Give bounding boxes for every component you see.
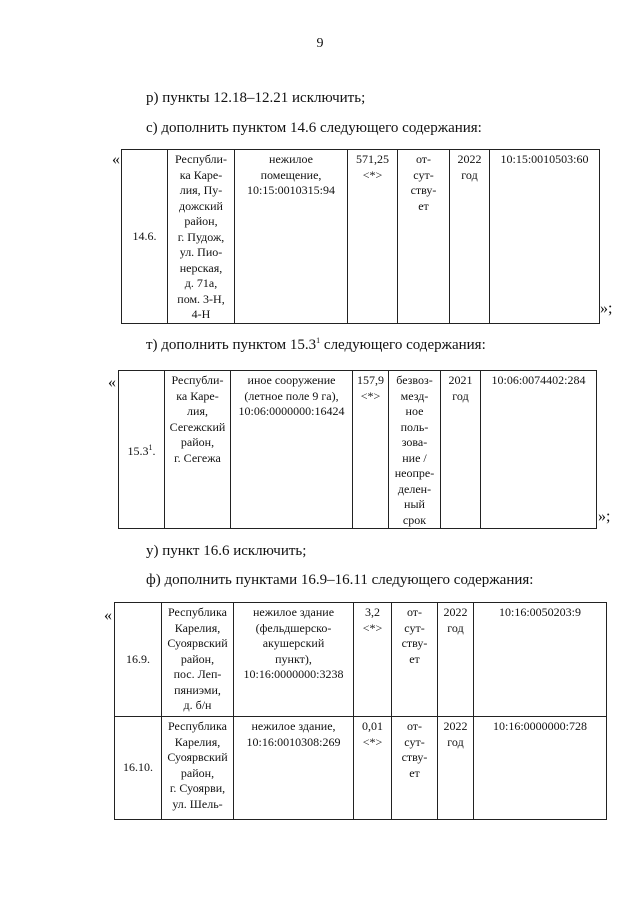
quote-close-1: »; <box>600 300 613 317</box>
paragraph-u: у) пункт 16.6 исключить; <box>146 543 307 559</box>
quote-open-2: « <box>108 374 116 391</box>
item-right: от- сут- ству- ет <box>398 150 450 324</box>
table-row <box>115 717 607 820</box>
item-number: 15.3$^1$. <box>119 371 165 529</box>
item-year: 2022 год <box>438 603 474 717</box>
item-area: 0,01 <*> <box>354 717 392 820</box>
item-year: 2022 год <box>450 150 490 324</box>
item-right: от- сут- ству- ет <box>392 603 438 717</box>
item-address: Республи- ка Каре- лия, Сегежский район, г. Сегежа <box>165 371 231 529</box>
table-row <box>122 150 600 324</box>
item-year: 2021 год <box>441 371 481 529</box>
table-item-14-6 <box>121 149 600 324</box>
item-number: 16.10. <box>115 717 162 820</box>
item-number: 16.9. <box>115 603 162 717</box>
page-number: 9 <box>316 36 324 51</box>
item-address: Республика Карелия, Суоярвский район, пос. Леп- пяниэми, д. б/н <box>162 603 234 717</box>
table-row <box>115 603 607 717</box>
quote-close-2: »; <box>598 508 611 525</box>
item-cadastral: 10:06:0074402:284 <box>481 371 597 529</box>
item-object: нежилое здание, 10:16:0010308:269 <box>234 717 354 820</box>
item-object: иное сооружение (летное поле 9 га), 10:06:0000000:16424 <box>231 371 353 529</box>
item-cadastral: 10:16:0000000:728 <box>474 717 607 820</box>
item-address: Республика Карелия, Суоярвский район, г. Суоярви, ул. Шель- <box>162 717 234 820</box>
quote-open-1: « <box>112 151 120 168</box>
table-item-15-3-1 <box>118 370 597 529</box>
paragraph-s: с) дополнить пунктом 14.6 следующего содержания: <box>146 120 482 136</box>
item-area: 3,2 <*> <box>354 603 392 717</box>
item-number: 14.6. <box>122 150 168 324</box>
item-object: нежилое помещение, 10:15:0010315:94 <box>235 150 348 324</box>
quote-open-3: « <box>104 607 112 624</box>
item-address: Республи- ка Каре- лия, Пу- дожский район, г. Пудож, ул. Пио- нерская, д. 71а, пом. 3-Н, 4-Н <box>168 150 235 324</box>
paragraph-r: р) пункты 12.18–12.21 исключить; <box>146 90 366 106</box>
item-right: безвоз- мезд- ное поль- зова- ние / неопре- делен- ный срок <box>389 371 441 529</box>
item-cadastral: 10:16:0050203:9 <box>474 603 607 717</box>
item-area: 157,9 <*> <box>353 371 389 529</box>
item-year: 2022 год <box>438 717 474 820</box>
item-right: от- сут- ству- ет <box>392 717 438 820</box>
paragraph-t: т) дополнить пунктом 15.3$^1$ следующего содержания: <box>146 336 486 353</box>
table-items-16 <box>114 602 607 820</box>
paragraph-f: ф) дополнить пунктами 16.9–16.11 следующего содержания: <box>146 572 534 588</box>
table-row <box>119 371 597 529</box>
item-area: 571,25 <*> <box>348 150 398 324</box>
item-object: нежилое здание (фельдшерско- акушерский пункт), 10:16:0000000:3238 <box>234 603 354 717</box>
item-cadastral: 10:15:0010503:60 <box>490 150 600 324</box>
